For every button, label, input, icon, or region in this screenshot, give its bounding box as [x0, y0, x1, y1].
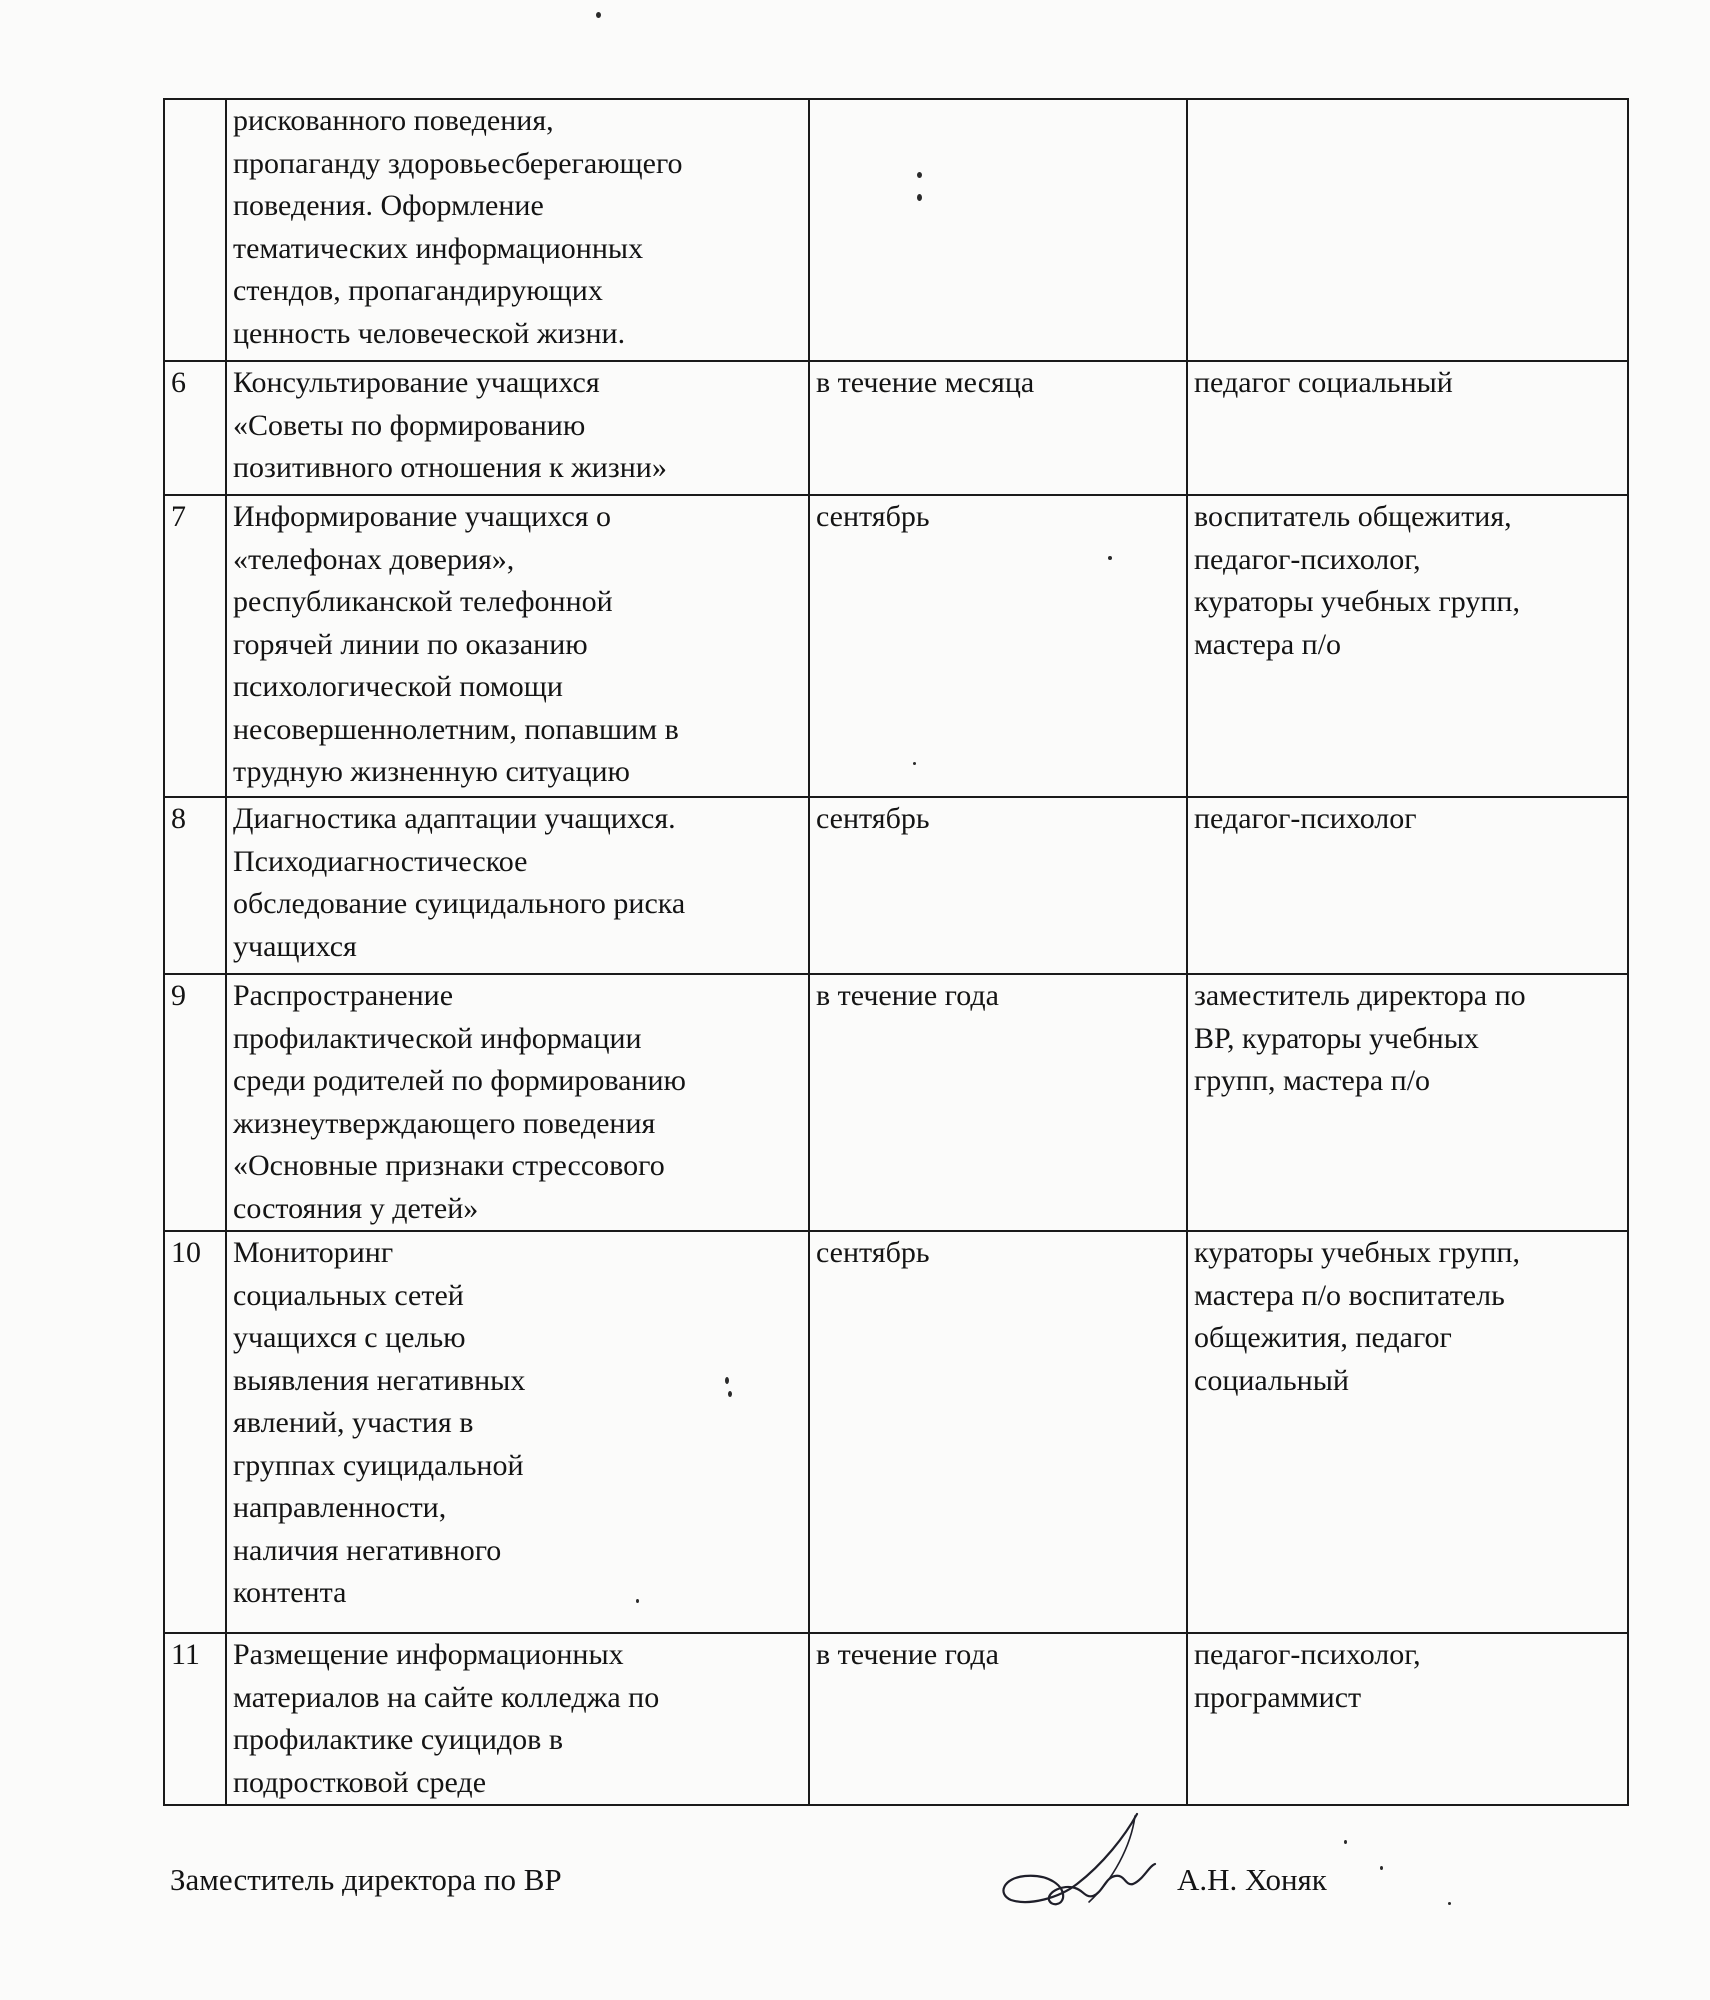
scan-speck [725, 1377, 729, 1384]
responsible-cell: заместитель директора по ВР, кураторы учебных групп, мастера п/о [1187, 974, 1628, 1231]
row-number: 10 [164, 1231, 226, 1633]
activity-cell: Мониторинг социальных сетей учащихся с целью выявления негативных явлений, участия в группах суицидальной направленности, наличия негативного контента [226, 1231, 809, 1633]
table-row [164, 797, 1628, 974]
scan-speck [917, 194, 922, 201]
table-row [164, 1231, 1628, 1633]
scan-speck [1108, 556, 1112, 560]
table-row [164, 361, 1628, 495]
scan-speck [596, 12, 601, 18]
responsible-cell [1187, 99, 1628, 361]
table-row [164, 99, 1628, 361]
table-row [164, 1633, 1628, 1805]
activity-cell: Размещение информационных материалов на сайте колледжа по профилактике суицидов в подростковой среде [226, 1633, 809, 1805]
activity-cell: Информирование учащихся о «телефонах доверия», республиканской телефонной горячей линии по оказанию психологической помощи несовершеннолетним, попавшим в трудную жизненную ситуацию [226, 495, 809, 797]
responsible-cell: кураторы учебных групп, мастера п/о воспитатель общежития, педагог социальный [1187, 1231, 1628, 1633]
scan-speck [636, 1599, 639, 1603]
term-cell: сентябрь [809, 495, 1187, 797]
row-number: 11 [164, 1633, 226, 1805]
activity-cell: Распространение профилактической информации среди родителей по формированию жизнеутверждающего поведения «Основные признаки стрессового состояния у детей» [226, 974, 809, 1231]
term-cell: сентябрь [809, 797, 1187, 974]
term-cell: в течение года [809, 1633, 1187, 1805]
scan-speck [1380, 1866, 1383, 1870]
scan-speck [917, 172, 922, 178]
scan-speck [1344, 1840, 1347, 1844]
responsible-cell: педагог-психолог, программист [1187, 1633, 1628, 1805]
row-number: 9 [164, 974, 226, 1231]
row-number: 8 [164, 797, 226, 974]
responsible-cell: педагог-психолог [1187, 797, 1628, 974]
responsible-cell: педагог социальный [1187, 361, 1628, 495]
activity-cell: рискованного поведения, пропаганду здоровьесберегающего поведения. Оформление тематических информационных стендов, пропагандирующих ценность человеческой жизни. [226, 99, 809, 361]
row-number: 7 [164, 495, 226, 797]
term-cell [809, 99, 1187, 361]
scan-speck [913, 762, 916, 765]
row-number: 6 [164, 361, 226, 495]
term-cell: в течение месяца [809, 361, 1187, 495]
activity-cell: Консультирование учащихся «Советы по формированию позитивного отношения к жизни» [226, 361, 809, 495]
table-row [164, 495, 1628, 797]
term-cell: в течение года [809, 974, 1187, 1231]
scan-speck [728, 1391, 732, 1397]
term-cell: сентябрь [809, 1231, 1187, 1633]
responsible-cell: воспитатель общежития, педагог-психолог, кураторы учебных групп, мастера п/о [1187, 495, 1628, 797]
signatory-name: А.Н. Хоняк [1177, 1862, 1327, 1897]
signatory-position: Заместитель директора по ВР [170, 1862, 562, 1897]
handwritten-signature [985, 1806, 1165, 1916]
table-row [164, 974, 1628, 1231]
scan-speck [1448, 1902, 1451, 1905]
row-number [164, 99, 226, 361]
plan-table [163, 98, 1629, 1806]
activity-cell: Диагностика адаптации учащихся. Психодиагностическое обследование суицидального риска учащихся [226, 797, 809, 974]
